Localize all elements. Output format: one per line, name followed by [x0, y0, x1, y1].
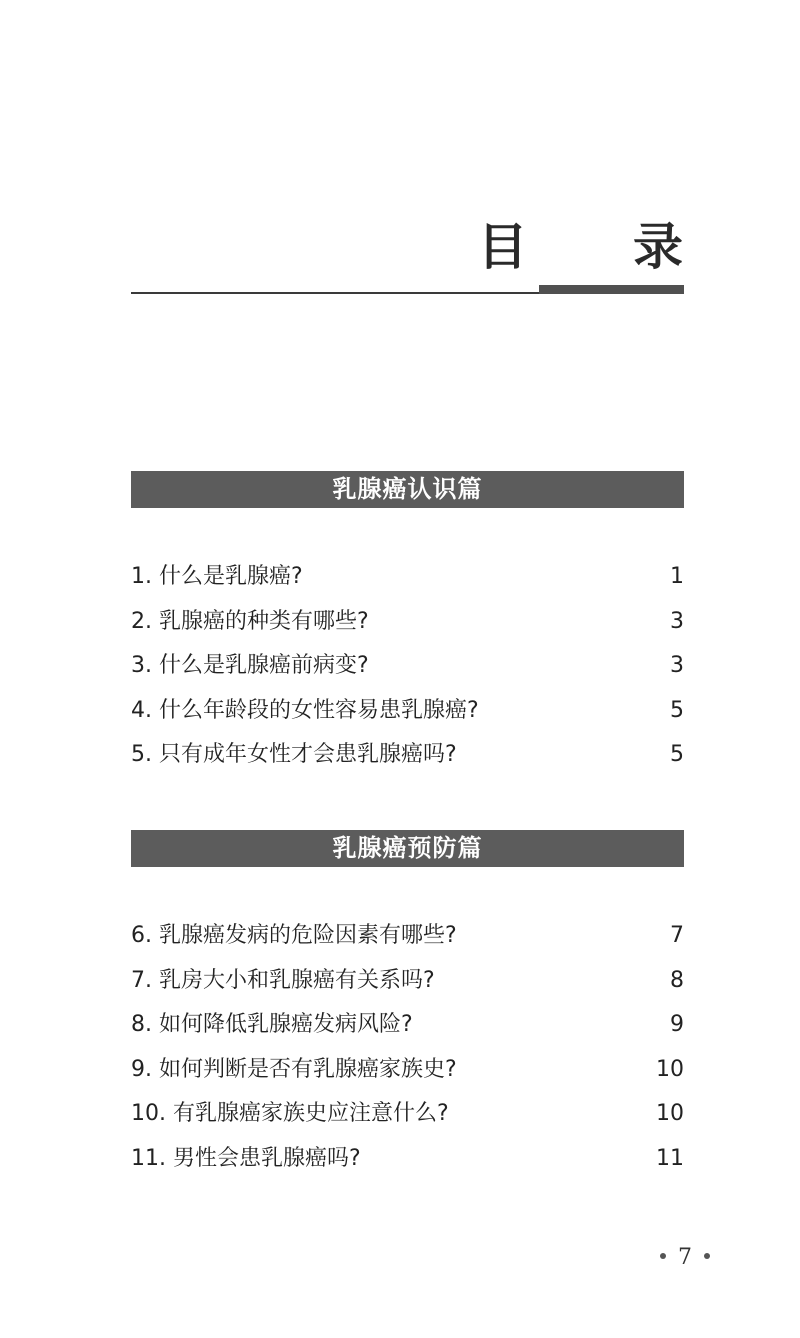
toc-item-title: 什么是乳腺癌前病变?	[159, 653, 369, 679]
toc-item-page: 10	[656, 1101, 684, 1127]
toc-item-number: 11.	[131, 1145, 166, 1171]
toc-item-number: 5.	[131, 742, 152, 768]
folio-dot-right	[704, 1253, 710, 1259]
toc-item[interactable]	[131, 600, 684, 645]
toc-item[interactable]	[131, 733, 684, 778]
title-rule-accent	[539, 285, 684, 294]
toc-item-page: 11	[656, 1145, 684, 1171]
toc-item-number: 8.	[131, 1012, 152, 1038]
toc-item-number: 6.	[131, 923, 152, 948]
toc-item-page: 1	[670, 564, 684, 589]
folio-dot-left	[660, 1253, 666, 1259]
toc-item-number: 9.	[131, 1056, 152, 1082]
toc-list-recognition	[131, 555, 684, 778]
toc-item[interactable]	[131, 1137, 684, 1182]
toc-item[interactable]	[131, 914, 684, 959]
toc-item-number: 3.	[131, 653, 152, 679]
toc-item-page: 5	[670, 697, 684, 723]
toc-item[interactable]	[131, 555, 684, 600]
toc-item[interactable]	[131, 1048, 684, 1093]
folio	[640, 1240, 730, 1276]
toc-item-page: 10	[656, 1056, 684, 1082]
toc-item-title: 男性会患乳腺癌吗?	[173, 1145, 361, 1171]
toc-item-title: 如何降低乳腺癌发病风险?	[159, 1012, 413, 1038]
section-heading-recognition: 乳腺癌认识篇	[131, 471, 684, 508]
toc-item[interactable]	[131, 1092, 684, 1137]
page-title: 目 录	[477, 217, 727, 276]
toc-item[interactable]	[131, 644, 684, 689]
toc-item-title: 有乳腺癌家族史应注意什么?	[173, 1101, 449, 1127]
toc-item[interactable]	[131, 1003, 684, 1048]
toc-item-page: 3	[670, 608, 684, 634]
toc-item-number: 4.	[131, 697, 152, 723]
toc-item-number: 1.	[131, 564, 152, 589]
toc-item-page: 8	[670, 967, 684, 993]
toc-item-title: 如何判断是否有乳腺癌家族史?	[159, 1056, 457, 1082]
toc-item-number: 10.	[131, 1101, 166, 1127]
toc-list-prevention	[131, 914, 684, 1182]
toc-item-page: 3	[670, 653, 684, 679]
toc-item-number: 7.	[131, 967, 152, 993]
toc-item-title: 乳房大小和乳腺癌有关系吗?	[159, 967, 435, 993]
toc-item-page: 7	[670, 923, 684, 948]
toc-item-title: 乳腺癌的种类有哪些?	[159, 608, 369, 634]
toc-item[interactable]	[131, 959, 684, 1004]
toc-item-title: 只有成年女性才会患乳腺癌吗?	[159, 742, 457, 768]
toc-item-title: 乳腺癌发病的危险因素有哪些?	[159, 923, 457, 948]
toc-item-page: 9	[670, 1012, 684, 1038]
toc-item-page: 5	[670, 742, 684, 768]
toc-item-number: 2.	[131, 608, 152, 634]
toc-item[interactable]	[131, 689, 684, 734]
section-heading-prevention: 乳腺癌预防篇	[131, 830, 684, 867]
toc-item-title: 什么是乳腺癌?	[159, 564, 303, 589]
folio-page-number: 7	[678, 1245, 692, 1270]
toc-item-title: 什么年龄段的女性容易患乳腺癌?	[159, 697, 479, 723]
